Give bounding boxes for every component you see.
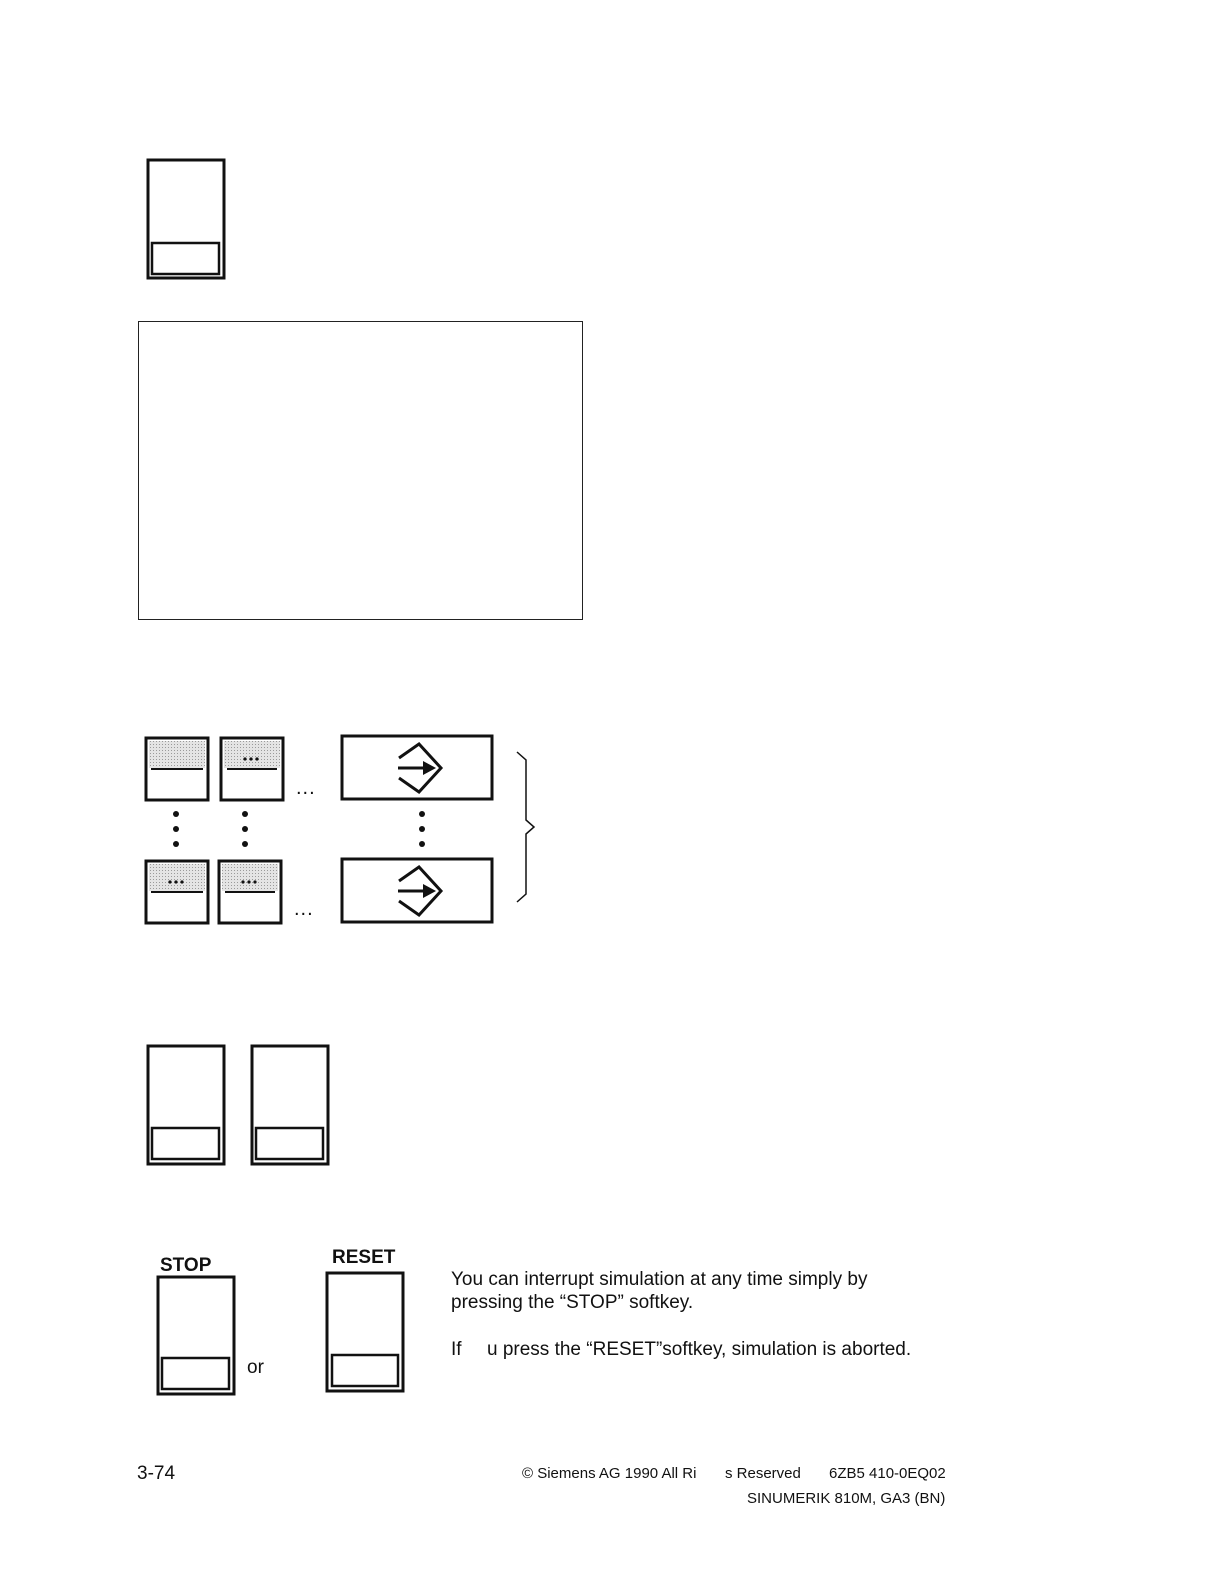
paragraph-reset-part2: u press the “RESET”softkey, simulation is aborted. xyxy=(487,1339,912,1360)
page-number: 3-74 xyxy=(137,1463,176,1484)
or-text: or xyxy=(247,1357,264,1378)
paragraph-interrupt-line1: You can interrupt simulation at any time simply by xyxy=(451,1269,868,1290)
order-number: 6ZB5 410-0EQ02 xyxy=(829,1465,946,1482)
stop-label: STOP xyxy=(160,1255,212,1276)
product-name: SINUMERIK 810M, GA3 (BN) xyxy=(747,1490,946,1507)
copyright-part1: © Siemens AG 1990 All Ri xyxy=(522,1465,697,1482)
reset-softkey[interactable] xyxy=(327,1273,403,1391)
stop-softkey[interactable] xyxy=(158,1277,234,1394)
paragraph-interrupt-line2: pressing the “STOP” softkey. xyxy=(451,1292,694,1313)
reset-label: RESET xyxy=(332,1247,396,1268)
horizontal-ellipsis-row1: ... xyxy=(296,777,316,799)
horizontal-ellipsis-row2: ... xyxy=(294,898,314,920)
paragraph-reset-part1: If xyxy=(451,1339,462,1360)
copyright-part2: s Reserved xyxy=(725,1465,801,1482)
